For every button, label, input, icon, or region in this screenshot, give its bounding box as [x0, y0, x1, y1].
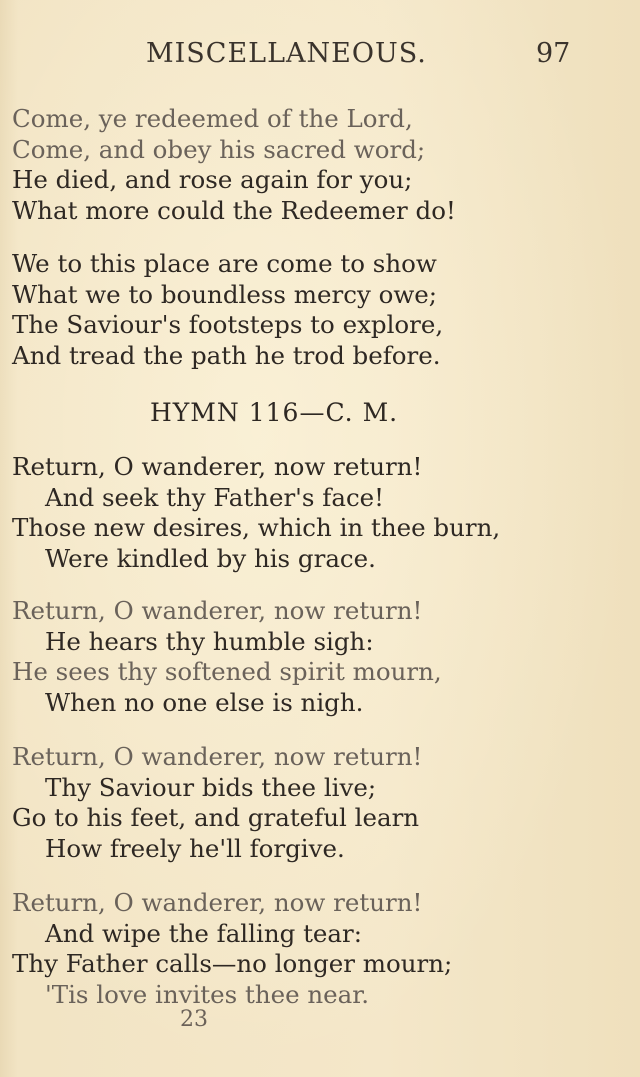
stanza-2: [12, 249, 632, 371]
stanza-1: [12, 104, 632, 226]
verse-line: Those new desires, which in thee burn,: [12, 513, 501, 542]
verse-line: And wipe the falling tear:: [45, 918, 362, 948]
verse-line: Come, ye redeemed of the Lord,: [12, 104, 413, 133]
verse-line: He hears thy humble sigh:: [45, 626, 374, 656]
verse-line: Return, O wanderer, now return!: [12, 596, 423, 625]
stanza-3: [12, 452, 632, 574]
stanza-4: [12, 596, 632, 718]
stanza-6: [12, 888, 632, 1010]
verse-line: He died, and rose again for you;: [12, 165, 413, 194]
verse-line: And seek thy Father's face!: [45, 482, 385, 512]
verse-line: Were kindled by his grace.: [45, 543, 376, 573]
verse-line: When no one else is nigh.: [45, 687, 364, 717]
verse-line: What we to boundless mercy owe;: [12, 279, 438, 309]
verse-line: Go to his feet, and grateful learn: [12, 803, 420, 832]
verse-line: Thy Father calls—no longer mourn;: [12, 949, 453, 978]
signature-mark: 23: [180, 1007, 208, 1032]
running-head: MISCELLANEOUS.: [146, 38, 427, 69]
verse-line: He sees thy softened spirit mourn,: [12, 657, 442, 686]
verse-line: Thy Saviour bids thee live;: [45, 772, 377, 802]
hymn-title: HYMN 116—C. M.: [150, 398, 399, 427]
verse-line: And tread the path he trod before.: [12, 340, 441, 370]
verse-line: Return, O wanderer, now return!: [12, 742, 423, 771]
verse-line: Return, O wanderer, now return!: [12, 888, 423, 917]
verse-line: What more could the Redeemer do!: [12, 195, 456, 225]
verse-line: Return, O wanderer, now return!: [12, 452, 423, 481]
stanza-5: [12, 742, 632, 864]
verse-line: 'Tis love invites thee near.: [45, 979, 370, 1009]
page-number: 97: [536, 38, 571, 69]
verse-line: Come, and obey his sacred word;: [12, 134, 426, 164]
verse-line: We to this place are come to show: [12, 249, 437, 278]
verse-line: The Saviour's footsteps to explore,: [12, 310, 444, 339]
verse-line: How freely he'll forgive.: [45, 833, 345, 863]
